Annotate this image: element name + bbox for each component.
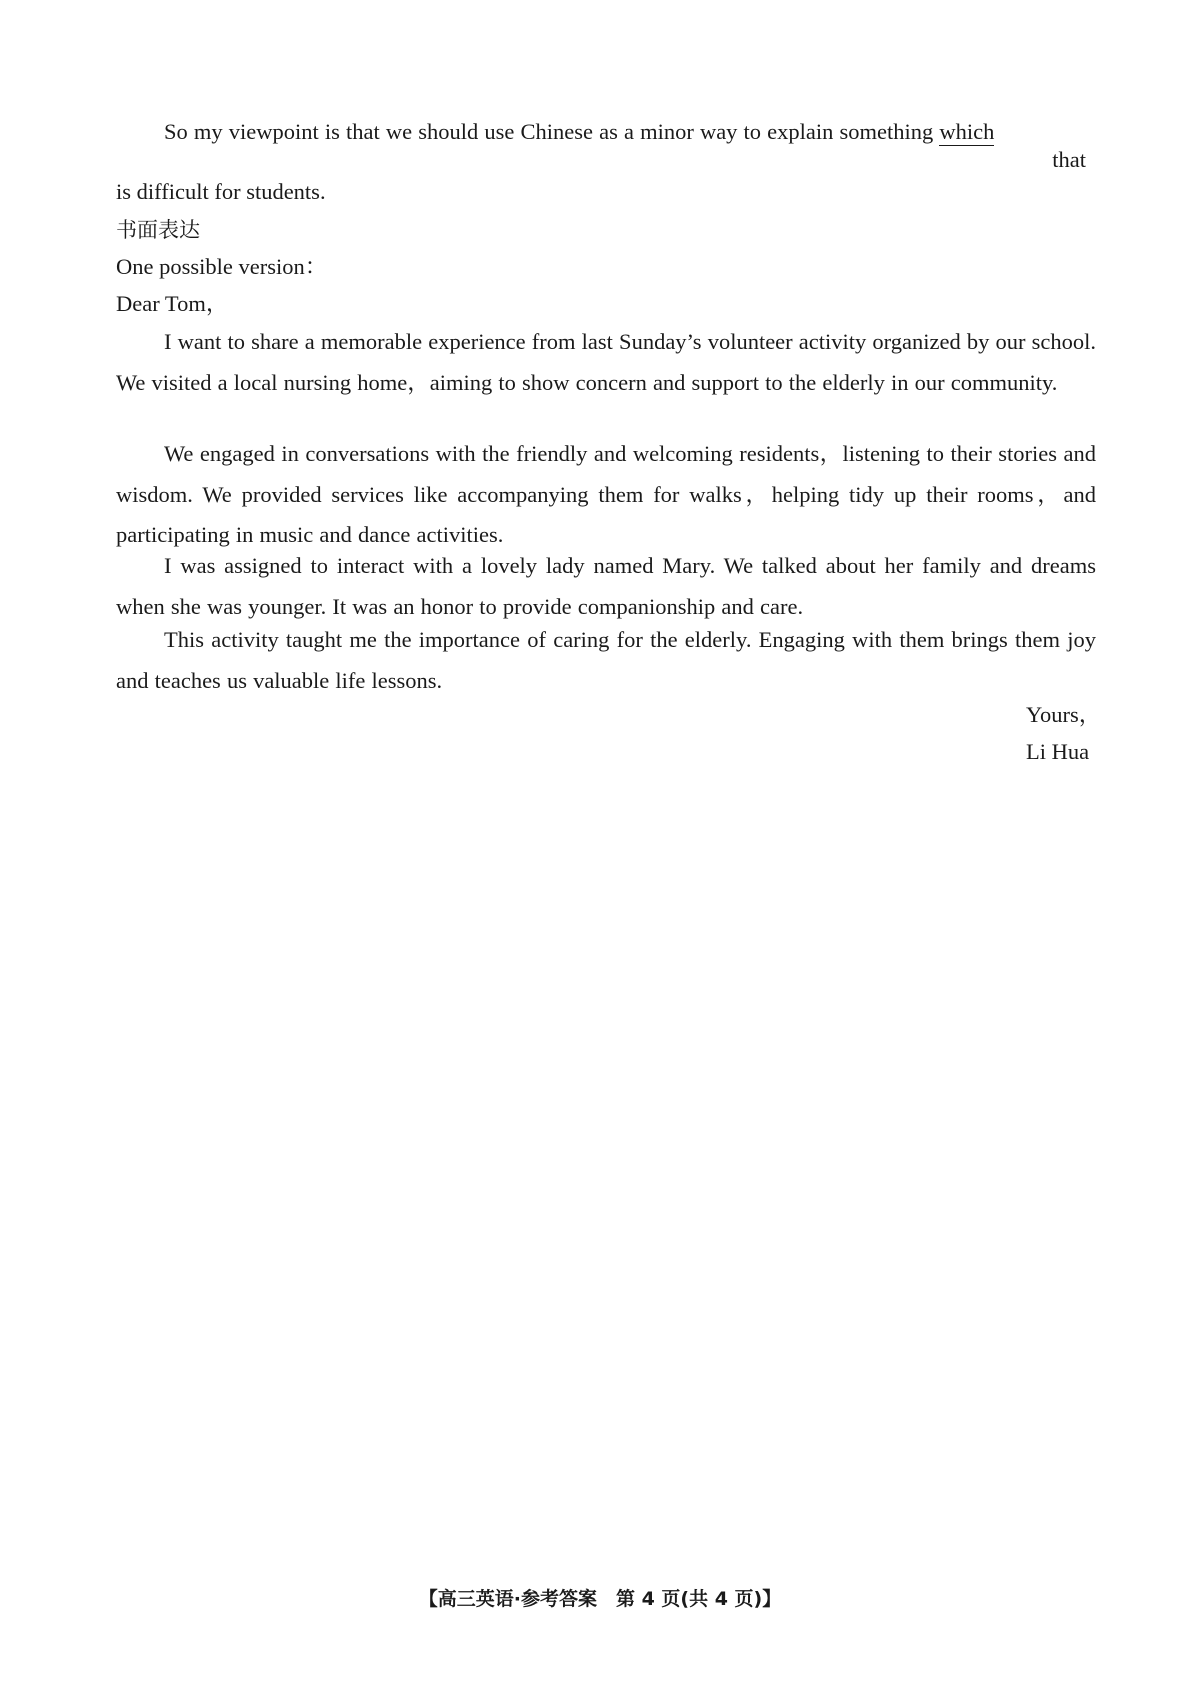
correction-sentence-line2: is difficult for students. <box>116 179 326 204</box>
section-heading: 书面表达 <box>116 218 200 242</box>
version-label: One possible version： <box>116 254 328 279</box>
letter-paragraph-3: I was assigned to interact with a lovely lady named Mary. We talked about her family and dreams when she was younger. It was an honor to provide companionship and care. <box>116 553 1096 619</box>
letter-paragraph-1: I want to share a memorable experience from last Sunday’s volunteer activity organized by our school. We visited a local nursing home，aiming to show concern and support to the elderly in our community. <box>116 329 1096 395</box>
marked-word: which <box>939 119 995 144</box>
letter-signature: Li Hua <box>1026 739 1090 764</box>
replacement-word: that <box>1052 147 1086 172</box>
correction-sentence-line1 <box>116 112 1096 153</box>
letter-paragraph-2: We engaged in conversations with the friendly and welcoming residents，listening to their stories and wisdom. We provided services like accompanying them for walks，helping tidy up their rooms，and participating in music and dance activities. <box>116 441 1096 547</box>
letter-closing: Yours， <box>1026 702 1102 727</box>
letter-greeting: Dear Tom， <box>116 291 229 316</box>
letter-paragraph-4: This activity taught me the importance of caring for the elderly. Engaging with them brings them joy and teaches us valuable life lessons. <box>116 627 1096 693</box>
page-footer: 【高三英语·参考答案 第 4 页(共 4 页)】 <box>418 1588 782 1610</box>
correction-text: So my viewpoint is that we should use Chinese as a minor way to explain something <box>164 119 940 144</box>
